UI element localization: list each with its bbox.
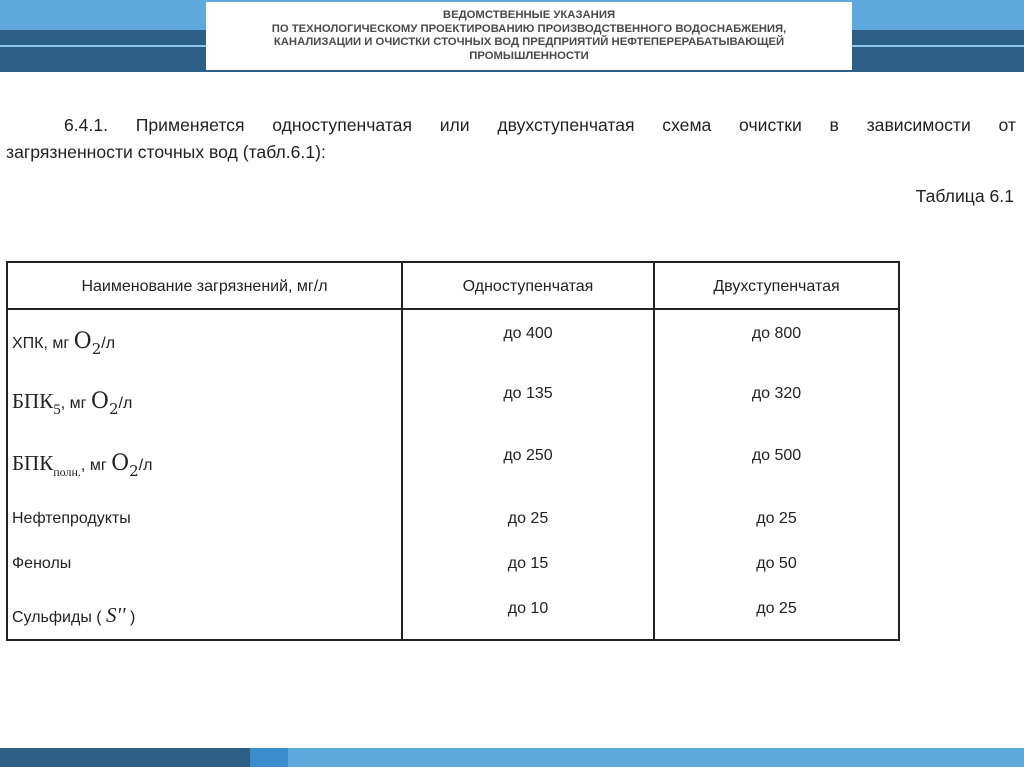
formula-o2: O xyxy=(73,329,92,354)
header-line-1: ВЕДОМСТВЕННЫЕ УКАЗАНИЯ xyxy=(442,9,616,21)
cell-single: до 15 xyxy=(507,555,549,572)
formula-o2: O xyxy=(111,451,130,476)
formula-subscript: 2 xyxy=(108,400,119,418)
row-label-bod5 xyxy=(12,389,133,418)
row-label-cod xyxy=(12,329,116,358)
column-header-name: Наименование загрязнений, мг/л xyxy=(81,277,328,295)
pollutants-table xyxy=(6,261,900,641)
cell-double: до 50 xyxy=(756,555,797,572)
formula-sulfide: S'' xyxy=(106,603,126,627)
bottom-band-light xyxy=(288,748,1024,767)
cell-single: до 400 xyxy=(503,325,553,342)
document-header xyxy=(206,2,852,70)
cell-single: до 25 xyxy=(507,510,549,527)
cell-double: до 320 xyxy=(751,385,802,402)
row-label-text: ХПК, мг xyxy=(12,335,74,352)
row-label-text: Сульфиды ( xyxy=(12,609,107,626)
row-label-unit: /л xyxy=(101,335,116,352)
row-label-unit: /л xyxy=(138,457,153,474)
row-label-oil-products: Нефтепродукты xyxy=(12,510,131,527)
formula-bpk: БПК xyxy=(12,451,54,475)
row-label-unit: /л xyxy=(118,395,133,412)
formula-o2: O xyxy=(90,389,109,414)
cell-double: до 25 xyxy=(756,600,797,617)
cell-double: до 25 xyxy=(756,510,797,527)
row-label-text: , мг xyxy=(60,395,91,412)
header-line-4: ПРОМЫШЛЕННОСТИ xyxy=(469,49,589,62)
cell-single: до 10 xyxy=(507,600,549,617)
row-label-unit: ) xyxy=(125,609,136,626)
paragraph-line-1: 6.4.1. Применяется одноступенчатая или двухступенчатая схема очистки в зависимости от xyxy=(64,115,1016,135)
header-line-2: ПО ТЕХНОЛОГИЧЕСКОМУ ПРОЕКТИРОВАНИЮ ПРОИЗВОДСТВЕННОГО ВОДОСНАБЖЕНИЯ, xyxy=(271,22,787,35)
formula-subscript: 2 xyxy=(129,462,139,480)
formula-subscript: 5 xyxy=(53,402,61,418)
bottom-band-mid xyxy=(250,748,288,767)
paragraph xyxy=(6,112,1016,166)
cell-single: до 135 xyxy=(503,385,553,402)
bottom-band-dark xyxy=(0,748,250,767)
row-label-sulfides xyxy=(12,603,135,628)
header-line-3: КАНАЛИЗАЦИИ И ОЧИСТКИ СТОЧНЫХ ВОД ПРЕДПРИЯТИЙ НЕФТЕПЕРЕРАБАТЫВАЮЩЕЙ xyxy=(273,36,785,48)
row-label-phenols: Фенолы xyxy=(12,555,72,572)
formula-bpk: БПК xyxy=(12,389,54,413)
formula-subscript: полн. xyxy=(53,465,81,479)
cell-single: до 250 xyxy=(503,447,553,464)
row-label-bod-full xyxy=(12,451,153,480)
column-header-single: Одноступенчатая xyxy=(462,277,594,295)
table-caption: Таблица 6.1 xyxy=(915,186,1014,206)
cell-double: до 500 xyxy=(751,447,802,464)
cell-double: до 800 xyxy=(751,325,802,342)
column-header-double: Двухступенчатая xyxy=(713,277,840,295)
formula-subscript: 2 xyxy=(91,340,102,358)
row-label-text: , мг xyxy=(80,457,112,474)
paragraph-line-2: загрязненности сточных вод (табл.6.1): xyxy=(6,142,326,162)
